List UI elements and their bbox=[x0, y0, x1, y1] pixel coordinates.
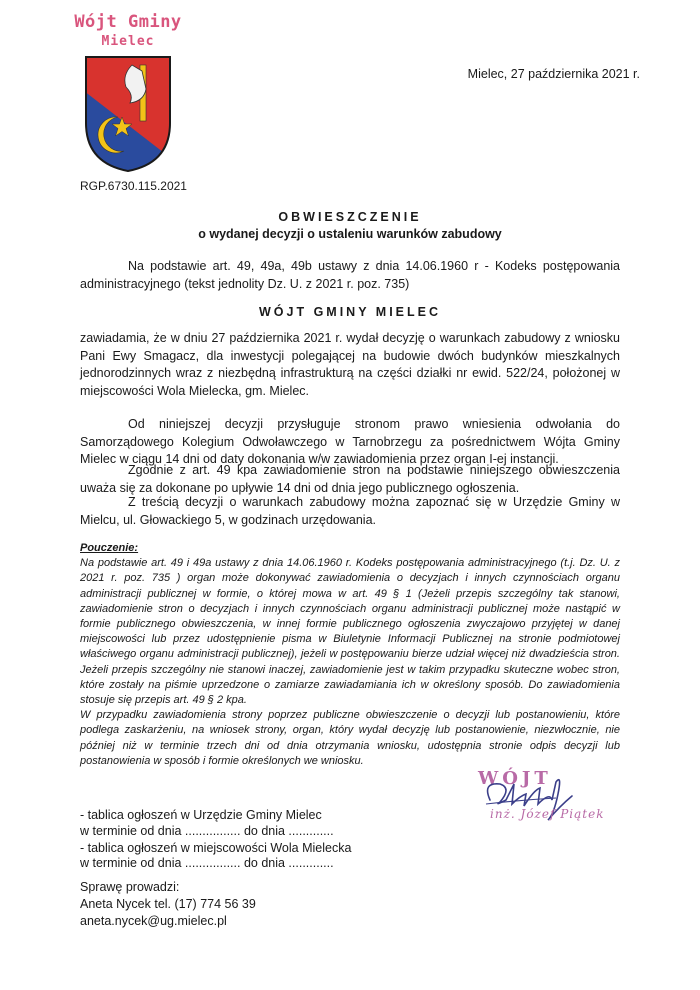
notification-paragraph: Zgodnie z art. 49 kpa zawiadomienie stron na podstawie niniejszego obwieszczenia uważa się za dokonane po upływie 14 dni od dnia jego publicznego ogłoszenia. bbox=[80, 463, 620, 495]
signatory-name: inż. Józef Piątek bbox=[490, 807, 605, 821]
handwritten-signature bbox=[460, 770, 610, 830]
place-and-date: Mielec, 27 października 2021 r. bbox=[467, 67, 640, 81]
distribution-item-1-term: w terminie od dnia ................ do dnia ............. bbox=[80, 824, 334, 838]
signature-stamp bbox=[460, 770, 610, 830]
instruction-body-1: Na podstawie art. 49 i 49a ustawy z dnia 14.06.1960 r. Kodeks postępowania administracyjnego (t.j. Dz. U. z 2021 r. poz. 735 ) organ może dokonywać zawiadomienia o decyzjach i innych czynnościach organu administracji publicznej w formie, o której mowa w art. 49 § 1 (Jeżeli przepis szczególny tak stanowi, zawiadomienie stron o decyzjach i innych czynnościach organu administracji publicznej może nastąpić w formie publicznego obwieszczenia, w innej formie publicznego ogłoszenia zwyczajowo przyjętej w danej miejscowości lub przez udostępnienie pisma w Biuletynie Informacji Publicznej na stronie podmiotowej właściwego organu administracji publicznej), jeżeli w postępowaniu bierze udział więcej niż dwadzieścia stron. Jeżeli przepis szczególny nie stanowi inaczej, zawiadomienie jest w takim przypadku skuteczne wobec stron, które zostały na piśmie uprzedzone o zamiarze zawiadamiania ich w określony sposób. Do zawiadomienia stosuje się przepis art. 49 § 2 kpa. bbox=[80, 557, 620, 707]
office-stamp-line2: Mielec bbox=[101, 34, 155, 49]
distribution-item-2-term: w terminie od dnia ................ do dnia ............. bbox=[80, 856, 334, 870]
distribution-item-2: - tablica ogłoszeń w miejscowości Wola Mielecka bbox=[80, 841, 352, 855]
announcer-heading: WÓJT GMINY MIELEC bbox=[258, 305, 442, 319]
document-subtitle: o wydanej decyzji o ustaleniu warunków zabudowy bbox=[198, 227, 502, 241]
instruction-section bbox=[80, 541, 620, 769]
office-stamp bbox=[58, 12, 198, 52]
legal-basis: Na podstawie art. 49, 49a, 49b ustawy z dnia 14.06.1960 r - Kodeks postępowania administracyjnego (tekst jednolity Dz. U. z 2021 r. poz. 735) bbox=[80, 259, 620, 291]
distribution-item-1: - tablica ogłoszeń w Urzędzie Gminy Mielec bbox=[80, 808, 322, 822]
contact-label: Sprawę prowadzi: bbox=[80, 880, 180, 894]
coat-of-arms-logo bbox=[84, 55, 172, 173]
instruction-body-2: W przypadku zawiadomienia strony poprzez publiczne obwieszczenie o decyzji lub postanowieniu, które podlega zaskarżeniu, na wniosek strony, organ, który wydał decyzję lub postanowienie, niezwłocznie, nie później niż w terminie trzech dni od dnia otrzymania wniosku, udostępnia stronie odpis decyzji lub postanowienia w sposób i formie określonych we wniosku. bbox=[80, 709, 620, 767]
inspection-paragraph: Z treścią decyzji o warunkach zabudowy można zapoznać się w Urzędzie Gminy w Mielcu, ul. Głowackiego 5, w godzinach urzędowania. bbox=[80, 495, 620, 527]
contact-email: aneta.nycek@ug.mielec.pl bbox=[80, 914, 227, 928]
signature-stamp-title: WÓJT bbox=[478, 768, 552, 789]
office-stamp-line1: Wójt Gminy bbox=[74, 12, 182, 32]
reference-number: RGP.6730.115.2021 bbox=[80, 179, 187, 193]
contact-block bbox=[80, 879, 380, 930]
contact-name-phone: Aneta Nycek tel. (17) 774 56 39 bbox=[80, 897, 256, 911]
document-title: OBWIESZCZENIE bbox=[278, 210, 422, 224]
appeal-paragraph: Od niniejszej decyzji przysługuje stronom prawo wniesienia odwołania do Samorządowego Kolegium Odwoławczego w Tarnobrzegu za pośrednictwem Wójta Gminy Mielec w ciągu 14 dni od daty dokonania w/w zawiadomienia przez organ I-ej instancji. bbox=[80, 417, 620, 466]
instruction-heading: Pouczenie: bbox=[80, 542, 139, 554]
decision-paragraph: zawiadamia, że w dniu 27 października 2021 r. wydał decyzję o warunkach zabudowy z wniosku Pani Ewy Smagacz, dla inwestycji polegającej na budowie dwóch budynków mieszkalnych jednorodzinnych wraz z niezbędną infrastrukturą na części działki nr ewid. 522/24, położonej w miejscowości Wola Mielecka, gm. Mielec. bbox=[80, 331, 620, 398]
